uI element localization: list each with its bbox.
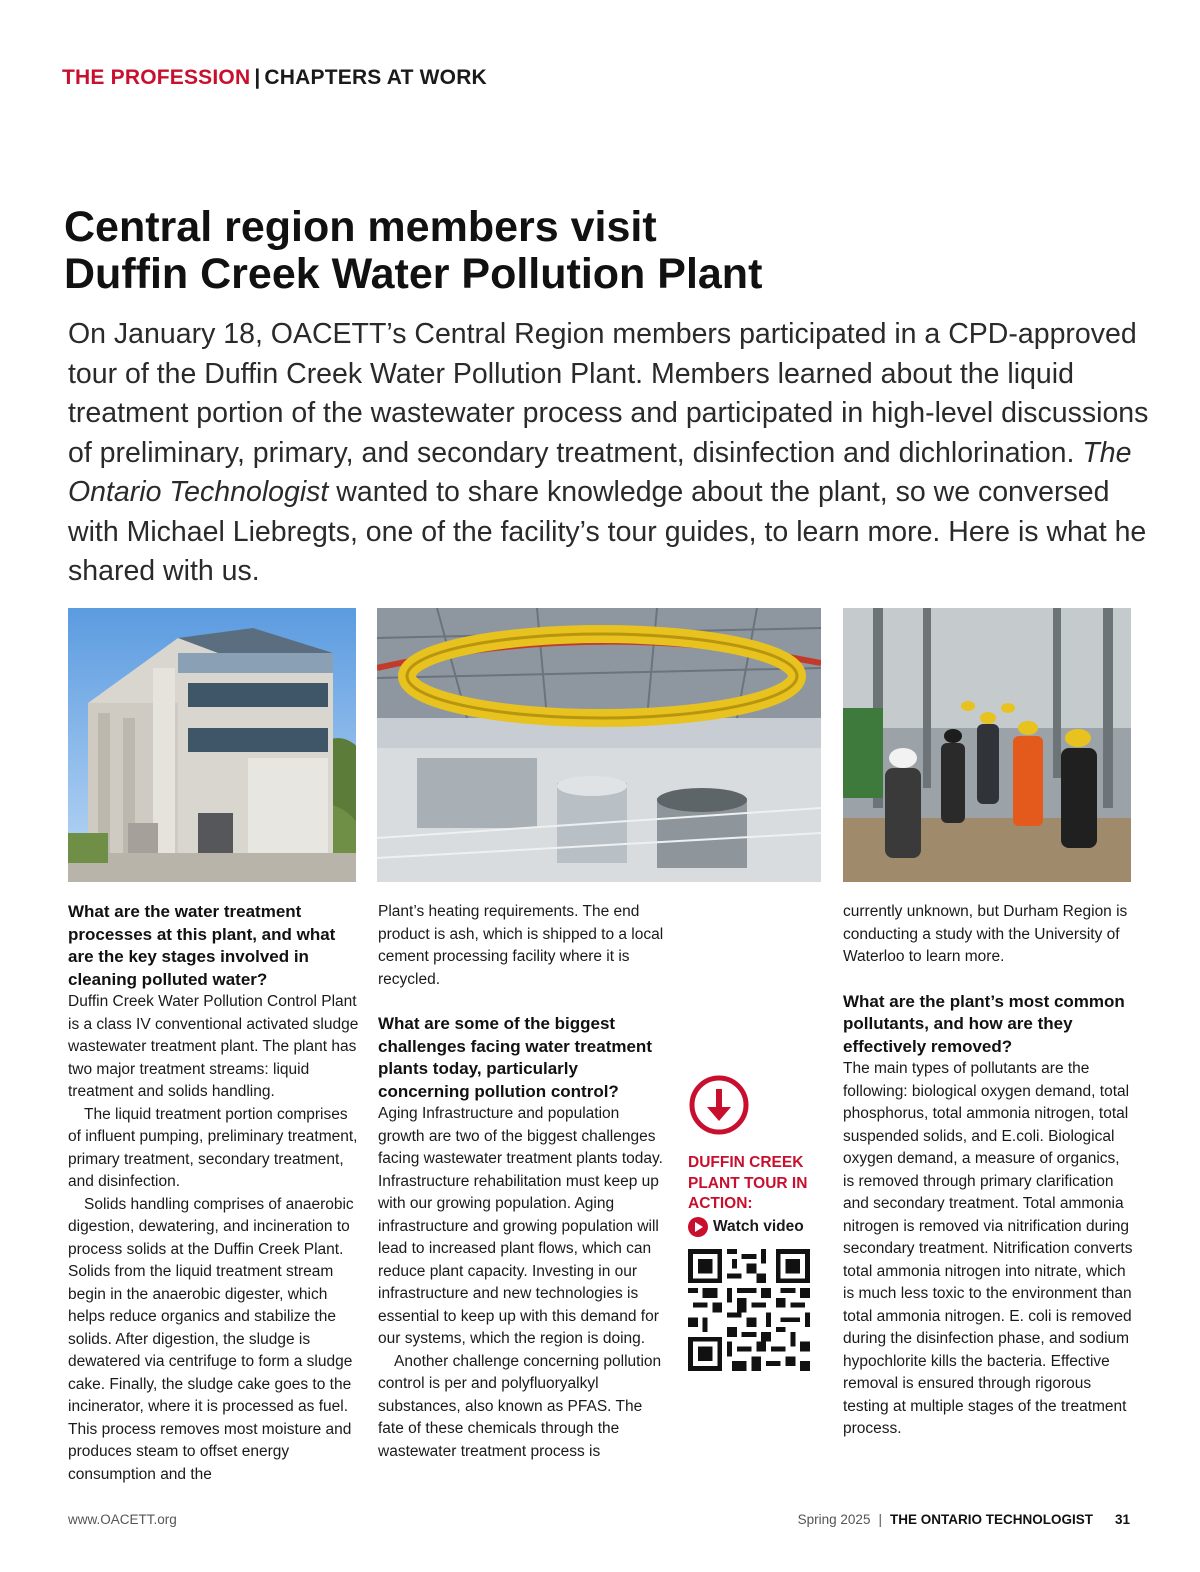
callout-title-line-3: ACTION: xyxy=(688,1195,753,1212)
footer-separator: | xyxy=(878,1512,882,1527)
column2-paragraph-3: Another challenge concerning pollution control is per and polyfluoryalkyl substances, also known as PFAS. The fate of these chemicals through the wastewater treatment process is xyxy=(378,1352,662,1460)
video-callout-title xyxy=(688,1153,823,1215)
column1-paragraph-2: The liquid treatment portion comprises of influent pumping, preliminary treatment, primary treatment, secondary treatment, and disinfection. xyxy=(68,1105,358,1190)
watch-video-label: Watch video xyxy=(713,1217,804,1235)
intro-text-2: wanted to share knowledge about the plant, so we conversed with Michael Liebregts, one of the facility’s tour guides, to learn more. Here is what he shared with us. xyxy=(68,476,1147,587)
footer-website[interactable]: www.OACETT.org xyxy=(68,1512,177,1527)
kicker-separator: | xyxy=(254,66,261,89)
article-column-1 xyxy=(68,901,360,1486)
column2-paragraph-2: Aging Infrastructure and population growth are two of the biggest challenges facing wastewater treatment plants today. Infrastructure rehabilitation must keep up with our growing population. Aging infrastructure and growing population will lead to increased plant flows, which can reduce plant capacity. Investing in our infrastructure and new technologies is essential to keep up with this demand for our systems, which the region is doing. xyxy=(378,1105,663,1347)
callout-title-line-2: PLANT TOUR IN xyxy=(688,1174,808,1192)
footer-publication: THE ONTARIO TECHNOLOGIST xyxy=(889,1512,1093,1527)
page-number: 31 xyxy=(1114,1512,1130,1527)
question-3-heading: What are the plant’s most common pollutants, and how are they effectively removed? xyxy=(843,991,1125,1056)
column2-paragraph-1: Plant’s heating requirements. The end product is ash, which is shipped to a local cement processing facility where it is recycled. xyxy=(378,903,664,988)
section-kicker xyxy=(62,66,487,90)
play-icon xyxy=(688,1217,708,1237)
article-headline xyxy=(64,204,1144,298)
qr-code[interactable] xyxy=(688,1249,810,1371)
column3-paragraph-2: The main types of pollutants are the following: biological oxygen demand, total phosphorus, total ammonia nitrogen, total suspended solids, and E.coli. Biological oxygen demand, a measure of organics, is removed through primary clarification and secondary treatment. Total ammonia nitrogen is removed via nitrification during secondary treatment. Nitrification converts total ammonia nitrogen into nitrate, which is much less toxic to the environment than total ammonia nitrogen. E. coli is removed during the disinfection phase, and sodium hypochlorite kills the bacteria. Effective removal is ensured through rigorous testing at multiple stages of the treatment process. xyxy=(843,1060,1133,1437)
download-arrow-icon xyxy=(688,1074,750,1136)
building-photo xyxy=(68,608,356,882)
article-intro xyxy=(68,315,1158,592)
tour-group-photo xyxy=(843,608,1131,882)
article-column-3 xyxy=(843,901,1135,1441)
headline-line-2: Duffin Creek Water Pollution Plant xyxy=(64,250,763,298)
column3-paragraph-1: currently unknown, but Durham Region is conducting a study with the University of Waterloo to learn more. xyxy=(843,903,1128,965)
footer-season: Spring 2025 xyxy=(797,1512,871,1527)
callout-title-line-1: DUFFIN CREEK xyxy=(688,1154,804,1171)
intro-text-1: On January 18, OACETT’s Central Region members participated in a CPD-approved tour of the Duffin Creek Water Pollution Plant. Members learned about the liquid treatment portion of the wastewater process and participated in high-level discussions of preliminary, primary, and secondary treatment, disinfection and dichlorination. xyxy=(68,318,1149,469)
section-name: THE PROFESSION xyxy=(62,66,251,89)
watch-video-link[interactable] xyxy=(688,1217,823,1237)
plant-interior-photo xyxy=(377,608,821,882)
intro-publication-name: The Ontario Technologist xyxy=(68,436,1132,508)
column1-paragraph-3: Solids handling comprises of anaerobic digestion, dewatering, and incineration to process solids at the Duffin Creek Plant. Solids from the liquid treatment stream begin in the anaerobic digester, which helps reduce organics and stabilize the solids. After digestion, the sludge is dewatered via centrifuge to form a sludge cake. Finally, the sludge cake goes to the incinerator, where it is processed as fuel. This process removes most moisture and produces steam to offset energy consumption and the xyxy=(68,1195,354,1483)
question-1-heading: What are the water treatment processes at this plant, and what are the key stages involved in cleaning polluted water? xyxy=(68,902,336,989)
article-column-2 xyxy=(378,901,670,1463)
subsection-name: CHAPTERS AT WORK xyxy=(264,66,487,89)
headline-line-1: Central region members visit xyxy=(64,203,657,251)
footer-publication-info xyxy=(798,1512,1130,1527)
column1-paragraph-1: Duffin Creek Water Pollution Control Plant is a class IV conventional activated sludge wastewater treatment plant. The plant has two major treatment streams: liquid treatment and solids handling. xyxy=(68,993,359,1100)
video-callout[interactable] xyxy=(688,1074,823,1376)
question-2-heading: What are some of the biggest challenges facing water treatment plants today, particularly concerning pollution control? xyxy=(378,1014,652,1101)
